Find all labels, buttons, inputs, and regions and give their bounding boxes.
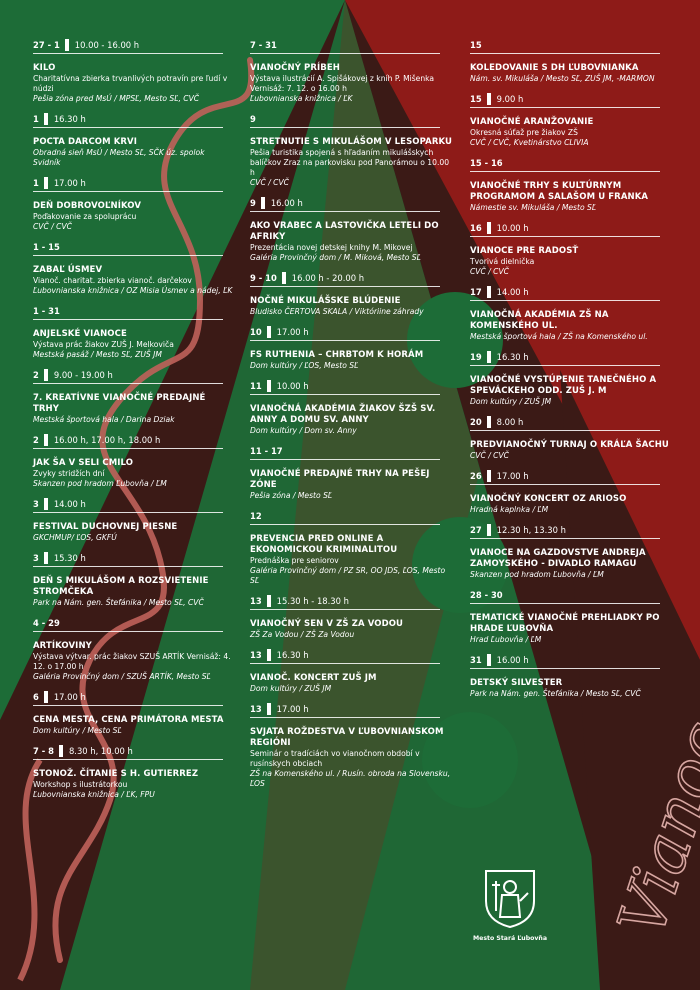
separator-bar xyxy=(487,93,491,105)
event-title: POCTA DARCOM KRVI xyxy=(33,137,138,147)
event-date: 7 - 8 xyxy=(33,746,54,756)
event-date: 11 xyxy=(250,381,262,391)
event-date-row xyxy=(250,196,455,210)
event-place: Ľubovnianska knižnica / ĽK xyxy=(250,94,353,103)
event-time: 10.00 - 16.00 h xyxy=(74,40,140,50)
divider xyxy=(33,255,223,256)
event-description: Vianoč. charitat. zbierka vianoč. darčekov xyxy=(33,276,192,285)
event-date: 27 - 1 xyxy=(33,40,60,50)
divider xyxy=(250,717,440,718)
event-title: DETSKÝ SILVESTER xyxy=(470,678,563,688)
city-logo xyxy=(470,867,550,942)
event-time: 10.00 h xyxy=(276,381,309,391)
divider xyxy=(470,538,660,539)
separator-bar xyxy=(487,524,491,536)
event-item xyxy=(33,368,233,425)
event-place: CVČ / CVČ, Kvetinárstvo CLIVIA xyxy=(470,138,589,147)
event-place: Hrad Ľubovňa / ĽM xyxy=(470,635,542,644)
divider xyxy=(250,53,440,54)
event-time: 9.00 - 19.00 h xyxy=(53,370,113,380)
event-date-row xyxy=(470,38,680,52)
event-description: Výstava výtvar. prác žiakov SZUŠ ARTÍK Vernisáž: 4. 12. o 17.00 h xyxy=(33,652,231,671)
divider xyxy=(33,512,223,513)
event-item xyxy=(470,38,680,84)
event-title: VIANOČNÉ PREDAJNÉ TRHY NA PEŠEJ ZÓNE xyxy=(250,469,430,490)
event-date-row xyxy=(250,648,455,662)
event-time: 17.00 h xyxy=(53,692,86,702)
event-date: 10 xyxy=(250,327,262,337)
divider xyxy=(33,448,223,449)
event-date-row xyxy=(33,433,233,447)
event-date: 27 xyxy=(470,525,482,535)
event-description: Seminár o tradíciách vo vianočnom období v rusínskych obciach xyxy=(250,749,420,768)
event-date: 16 xyxy=(470,223,482,233)
event-item xyxy=(250,325,455,371)
separator-bar xyxy=(65,39,69,51)
event-date-row xyxy=(470,221,680,235)
event-date: 7 - 31 xyxy=(250,40,277,50)
separator-bar xyxy=(487,416,491,428)
event-place: Park na Nám. gen. Štefánika / Mesto SĽ, CVČ xyxy=(33,598,204,607)
event-description: Tvorivá dielnička xyxy=(470,257,535,266)
event-date-row xyxy=(33,368,233,382)
event-title: FESTIVAL DUCHOVNEJ PIESNE xyxy=(33,522,178,532)
event-item xyxy=(470,523,680,580)
city-coat-of-arms-icon xyxy=(482,867,538,929)
separator-bar xyxy=(44,369,48,381)
schedule-column-3 xyxy=(470,38,680,707)
event-time: 16.30 h xyxy=(496,352,529,362)
event-time: 9.00 h xyxy=(496,94,524,104)
event-place: ZŠ na Komenského ul. / Rusín. obroda na Slovensku, ĽOS xyxy=(250,769,451,788)
event-item xyxy=(250,38,455,104)
separator-bar xyxy=(487,222,491,234)
event-time: 16.30 h xyxy=(276,650,309,660)
event-place: Mestská športová hala / Darina Dziak xyxy=(33,415,175,424)
event-item xyxy=(250,594,455,640)
event-title: VIANOČNÝ KONCERT OZ ARIOSO xyxy=(470,494,627,504)
event-time: 17.00 h xyxy=(496,471,529,481)
event-place: CVČ / CVČ xyxy=(470,451,509,460)
event-date-row xyxy=(33,616,233,630)
event-place: Dom kultúry / ĽOS, Mesto SĽ xyxy=(250,361,359,370)
event-time: 15.30 h - 18.30 h xyxy=(276,596,349,606)
event-date: 20 xyxy=(470,417,482,427)
event-title: VIANOČNÝ PRÍBEH xyxy=(250,63,340,73)
event-date-row xyxy=(470,469,680,483)
event-date: 1 - 31 xyxy=(33,306,60,316)
event-date: 9 xyxy=(250,114,256,124)
divider xyxy=(33,319,223,320)
event-time: 16.00 h xyxy=(496,655,529,665)
event-title: VIANOČNÉ ARANŽOVANIE xyxy=(470,117,594,127)
event-place: ZŠ Za Vodou / ZŠ Za Vodou xyxy=(250,630,355,639)
divider xyxy=(250,211,440,212)
separator-bar xyxy=(487,654,491,666)
event-item xyxy=(33,497,233,543)
divider xyxy=(33,759,223,760)
event-date-row xyxy=(33,690,233,704)
event-date: 2 xyxy=(33,370,39,380)
divider xyxy=(33,191,223,192)
event-date-row xyxy=(250,379,455,393)
event-item xyxy=(470,588,680,645)
separator-bar xyxy=(267,649,271,661)
event-item xyxy=(470,221,680,277)
event-item xyxy=(33,744,233,800)
event-description: Prezentácia novej detskej knihy M. Mikovej xyxy=(250,243,413,252)
schedule-column-2 xyxy=(250,38,455,797)
event-place: Galéria Provinčný dom / PZ SR, OO JDS, ĽOS, Mesto SĽ xyxy=(250,566,446,585)
divider xyxy=(470,603,660,604)
event-item xyxy=(33,616,233,682)
divider xyxy=(33,127,223,128)
event-time: 8.00 h xyxy=(496,417,524,427)
event-time: 14.00 h xyxy=(53,499,86,509)
divider xyxy=(470,484,660,485)
separator-bar xyxy=(44,177,48,189)
event-date: 2 xyxy=(33,435,39,445)
event-date-row xyxy=(250,594,455,608)
event-date: 6 xyxy=(33,692,39,702)
event-date-row xyxy=(470,92,680,106)
event-title: JAK ŠA V SELI CMILO xyxy=(33,458,134,468)
event-title: DEŇ DOBROVOĽNÍKOV xyxy=(33,201,142,211)
separator-bar xyxy=(59,745,63,757)
event-time: 16.00 h xyxy=(270,198,303,208)
event-title: VIANOČNÉ VYSTÚPENIE TANEČNÉHO A SPEVÁCKEHO ODD. ZUŠ J. M xyxy=(470,375,657,396)
event-place: CVČ / CVČ xyxy=(33,222,72,231)
event-title: VIANOČNÁ AKADÉMIA ZŠ NA KOMENSKÉHO UL. xyxy=(470,310,609,331)
event-date: 12 xyxy=(250,511,262,521)
event-item xyxy=(470,415,680,461)
event-date-row xyxy=(33,497,233,511)
event-place: Ľubovnianska knižnica / OZ Misia Úsmev a nádej, ĽK xyxy=(33,286,233,295)
event-item xyxy=(33,38,233,104)
event-title: TEMATICKÉ VIANOČNÉ PREHLIADKY PO HRADE ĽUBOVŇA xyxy=(470,613,660,634)
event-title: VIANOČNÝ SEN V ZŠ ZA VODOU xyxy=(250,619,404,629)
event-title: FS RUTHENIA – CHRBTOM K HORÁM xyxy=(250,350,424,360)
event-item xyxy=(470,156,680,213)
event-date: 13 xyxy=(250,596,262,606)
event-date: 31 xyxy=(470,655,482,665)
event-description: Poďakovanie za spoluprácu xyxy=(33,212,137,221)
event-item xyxy=(470,469,680,515)
event-date: 9 xyxy=(250,198,256,208)
event-description: Výstava prác žiakov ZUŠ J. Melkoviča xyxy=(33,340,174,349)
event-item xyxy=(33,304,233,360)
separator-bar xyxy=(44,434,48,446)
event-title: ANJELSKÉ VIANOCE xyxy=(33,329,127,339)
event-title: VIANOČ. KONCERT ZUŠ JM xyxy=(250,673,377,683)
event-date: 13 xyxy=(250,650,262,660)
event-place: Dom kultúry / Mesto SĽ xyxy=(33,726,122,735)
event-place: Pešia zóna pred MsÚ / MPSĽ, Mesto SĽ, CVČ xyxy=(33,94,200,103)
divider xyxy=(470,171,660,172)
divider xyxy=(250,340,440,341)
event-date: 9 - 10 xyxy=(250,273,277,283)
event-date-row xyxy=(470,156,680,170)
event-place: Bludisko ČERTOVA SKALA / Viktóriine záhrady xyxy=(250,307,424,316)
event-title: VIANOCE NA GAZDOVSTVE ANDREJA ZAMOYSKÉHO - DIVADLO RAMAGU xyxy=(470,548,646,569)
divider xyxy=(33,53,223,54)
schedule-column-1 xyxy=(33,38,233,808)
divider xyxy=(250,127,440,128)
divider xyxy=(470,53,660,54)
separator-bar xyxy=(487,286,491,298)
divider xyxy=(250,286,440,287)
event-title: KILO xyxy=(33,63,56,73)
event-place: Dom kultúry / ZUŠ JM xyxy=(250,684,332,693)
event-time: 17.00 h xyxy=(53,178,86,188)
event-item xyxy=(33,551,233,608)
divider xyxy=(470,300,660,301)
event-title: KOLEDOVANIE S DH ĽUBOVNIANKA xyxy=(470,63,639,73)
event-title: STRETNUTIE S MIKULÁŠOM V LESOPARKU xyxy=(250,137,453,147)
divider xyxy=(470,668,660,669)
event-place: Park na Nám. gen. Štefánika / Mesto SĽ, CVČ xyxy=(470,689,641,698)
event-date: 17 xyxy=(470,287,482,297)
event-title: CENA MESTA, CENA PRIMÁTORA MESTA xyxy=(33,715,224,725)
event-time: 16.00 h - 20.00 h xyxy=(291,273,365,283)
event-title: STONOŽ. ČÍTANIE S H. GUTIERREZ xyxy=(33,769,199,779)
event-place: Pešia zóna / Mesto SĽ xyxy=(250,491,333,500)
event-place: CVČ / CVČ xyxy=(250,178,289,187)
event-date-row xyxy=(470,588,680,602)
event-date-row xyxy=(33,176,233,190)
event-date: 1 xyxy=(33,178,39,188)
event-item xyxy=(250,648,455,694)
event-date: 4 - 29 xyxy=(33,618,60,628)
event-description: Výstava ilustrácií A. Spišákovej z kníh P. Mišenka Vernisáž: 7. 12. o 16.00 h xyxy=(250,74,435,93)
event-date: 19 xyxy=(470,352,482,362)
event-time: 8.30 h, 10.00 h xyxy=(68,746,133,756)
event-title: PREDVIANOČNÝ TURNAJ O KRÁĽA ŠACHU xyxy=(470,440,669,450)
event-time: 17.00 h xyxy=(276,704,309,714)
event-date-row xyxy=(470,350,680,364)
event-time: 14.00 h xyxy=(496,287,529,297)
event-title: SVJATA ROŽDESTVA V ĽUBOVNIANSKOM REGIÓNI xyxy=(250,727,444,748)
event-date-row xyxy=(470,653,680,667)
event-item xyxy=(250,702,455,789)
event-date: 3 xyxy=(33,553,39,563)
event-title: ZABAĽ ÚSMEV xyxy=(33,265,103,275)
event-place: Nám. sv. Mikuláša / Mesto SĽ, ZUŠ JM, -MARMON xyxy=(470,74,655,83)
separator-bar xyxy=(44,552,48,564)
event-title: PREVENCIA PRED ONLINE A EKONOMICKOU KRIMINALITOU xyxy=(250,534,398,555)
event-item xyxy=(470,92,680,148)
event-time: 17.00 h xyxy=(276,327,309,337)
event-description: Charitatívna zbierka trvanlivých potravín pre ľudí v núdzi xyxy=(33,74,228,93)
divider xyxy=(33,631,223,632)
event-title: AKO VRABEC A LASTOVIČKA LETELI DO AFRIKY xyxy=(250,221,439,242)
event-date-row xyxy=(33,744,233,758)
event-date-row xyxy=(250,112,455,126)
event-date: 13 xyxy=(250,704,262,714)
event-place: Mestská športová hala / ZŠ na Komenského ul. xyxy=(470,332,648,341)
event-description: Prednáška pre seniorov xyxy=(250,556,339,565)
event-date-row xyxy=(250,702,455,716)
separator-bar xyxy=(44,691,48,703)
divider xyxy=(250,459,440,460)
event-item xyxy=(470,653,680,699)
event-date: 26 xyxy=(470,471,482,481)
event-time: 16.30 h xyxy=(53,114,86,124)
event-date: 15 xyxy=(470,94,482,104)
event-date-row xyxy=(470,415,680,429)
event-item xyxy=(33,433,233,489)
event-description: Pešia turistika spojená s hľadaním mikulášskych balíčkov Zraz na parkovisku pod Panorámou o 10.00 h xyxy=(250,148,450,177)
event-item xyxy=(250,444,455,501)
event-title: VIANOCE PRE RADOSŤ xyxy=(470,246,579,256)
event-item xyxy=(33,176,233,232)
event-time: 15.30 h xyxy=(53,553,86,563)
event-date-row xyxy=(33,240,233,254)
event-item xyxy=(250,196,455,263)
divider xyxy=(470,430,660,431)
event-item xyxy=(33,240,233,296)
event-place: Skanzen pod hradom Ľubovňa / ĽM xyxy=(470,570,604,579)
event-date-row xyxy=(250,271,455,285)
separator-bar xyxy=(44,113,48,125)
event-date-row xyxy=(250,444,455,458)
separator-bar xyxy=(487,470,491,482)
event-place: CVČ / CVČ xyxy=(470,267,509,276)
event-description: Zvyky stridžích dní xyxy=(33,469,105,478)
event-time: 10.00 h xyxy=(496,223,529,233)
event-item xyxy=(470,350,680,407)
event-date-row xyxy=(33,551,233,565)
separator-bar xyxy=(282,272,286,284)
event-date: 3 xyxy=(33,499,39,509)
divider xyxy=(33,705,223,706)
event-item xyxy=(250,379,455,436)
event-date: 15 xyxy=(470,40,482,50)
event-date-row xyxy=(33,38,233,52)
event-place: GKCHMUP/ ĽOS, GKFÚ xyxy=(33,533,117,542)
event-title: ARTÍKOVINY xyxy=(33,641,92,651)
separator-bar xyxy=(267,703,271,715)
event-description: Workshop s ilustrátorkou xyxy=(33,780,128,789)
event-title: 7. KREATÍVNE VIANOČNÉ PREDAJNÉ TRHY xyxy=(33,393,206,414)
logo-caption: Mesto Stará Ľubovňa xyxy=(472,935,547,942)
separator-bar xyxy=(267,595,271,607)
divider xyxy=(470,107,660,108)
event-place: Dom kultúry / Dom sv. Anny xyxy=(250,426,357,435)
divider xyxy=(33,383,223,384)
event-place: Mestská pasáž / Mesto SĽ, ZUŠ JM xyxy=(33,350,162,359)
event-date-row xyxy=(470,285,680,299)
separator-bar xyxy=(487,351,491,363)
separator-bar xyxy=(261,197,265,209)
divider xyxy=(250,394,440,395)
event-item xyxy=(470,285,680,342)
divider xyxy=(33,566,223,567)
divider xyxy=(250,524,440,525)
event-place: Hradná kaplnka / ĽM xyxy=(470,505,549,514)
divider xyxy=(250,663,440,664)
event-date: 1 xyxy=(33,114,39,124)
event-item xyxy=(250,509,455,586)
event-description: Okresná súťaž pre žiakov ZŠ xyxy=(470,128,578,137)
event-title: VIANOČNÉ TRHY S KULTÚRNYM PROGRAMOM A SALAŠOM U FRANKA xyxy=(470,181,649,202)
event-place: Dom kultúry / ZUŠ JM xyxy=(470,397,552,406)
event-time: 12.30 h, 13.30 h xyxy=(496,525,566,535)
divider xyxy=(250,609,440,610)
event-place: Obradná sieň MsÚ / Mesto SĽ, SČK úz. spolok Svidník xyxy=(33,148,205,167)
event-date: 11 - 17 xyxy=(250,446,283,456)
event-place: Ľubovnianska knižnica / ĽK, FPU xyxy=(33,790,155,799)
divider xyxy=(470,365,660,366)
event-time: 16.00 h, 17.00 h, 18.00 h xyxy=(53,435,161,445)
separator-bar xyxy=(44,498,48,510)
event-date: 1 - 15 xyxy=(33,242,60,252)
event-date-row xyxy=(33,304,233,318)
event-date: 28 - 30 xyxy=(470,590,503,600)
event-date-row xyxy=(250,325,455,339)
event-date-row xyxy=(250,38,455,52)
separator-bar xyxy=(267,326,271,338)
event-date-row xyxy=(33,112,233,126)
separator-bar xyxy=(267,380,271,392)
event-item xyxy=(250,271,455,317)
event-place: Skanzen pod hradom Ľubovňa / ĽM xyxy=(33,479,167,488)
event-date-row xyxy=(470,523,680,537)
event-place: Galéria Provinčný dom / M. Miková, Mesto SĽ xyxy=(250,253,421,262)
event-title: DEŇ S MIKULÁŠOM A ROZSVIETENIE STROMČEKA xyxy=(33,576,209,597)
event-item xyxy=(33,112,233,168)
event-title: NOČNÉ MIKULÁŠSKE BLÚDENIE xyxy=(250,296,401,306)
event-place: Námestie sv. Mikuláša / Mesto SĽ xyxy=(470,203,597,212)
event-title: VIANOČNÁ AKADÉMIA ŽIAKOV ŠZŠ SV. ANNY A DOMU SV. ANNY xyxy=(250,404,436,425)
event-date: 15 - 16 xyxy=(470,158,503,168)
event-item xyxy=(33,690,233,736)
divider xyxy=(470,236,660,237)
event-place: Galéria Provinčný dom / SZUŠ ARTÍK, Mesto SĽ xyxy=(33,672,211,681)
event-item xyxy=(250,112,455,188)
event-date-row xyxy=(250,509,455,523)
